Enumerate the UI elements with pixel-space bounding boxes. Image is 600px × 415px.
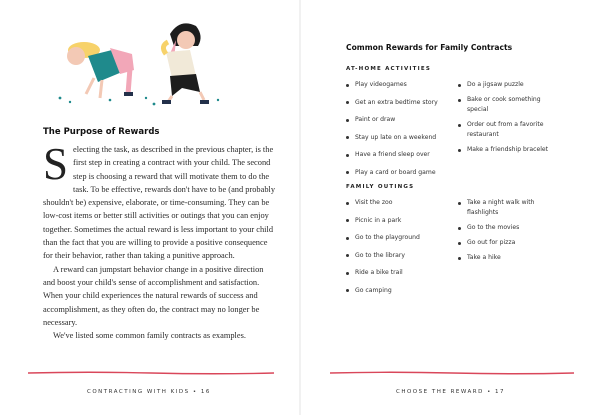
crouching-child-figure	[162, 23, 209, 104]
rewards-title: Common Rewards for Family Contracts	[346, 43, 513, 52]
section-heading: The Purpose of Rewards	[43, 127, 160, 137]
footer-right: CHOOSE THE REWARD • 17	[396, 389, 506, 395]
list-item: Ride a bike trail	[346, 268, 458, 278]
at-home-list-col1	[346, 80, 458, 185]
list-item: Stay up late on a weekend	[346, 133, 458, 143]
paragraph-2: A reward can jumpstart behavior change in a positive direction and boost your child's sense of accomplishment and satisfaction. When your child experiences the natural rewards of success and accomplishment, as they often do, the contract may no longer be necessary.	[43, 264, 264, 327]
list-item: Go to the movies	[458, 223, 558, 233]
outings-list-col1	[346, 198, 458, 303]
footer-rule-right	[330, 370, 574, 376]
at-home-heading: AT-HOME ACTIVITIES	[346, 66, 431, 72]
body-text	[43, 139, 277, 342]
right-page	[300, 0, 600, 415]
list-item: Play a card or board game	[346, 168, 458, 178]
crawling-child-figure	[67, 42, 134, 98]
list-item: Get an extra bedtime story	[346, 98, 458, 108]
list-item: Make a friendship bracelet	[458, 145, 558, 155]
drop-cap: S	[43, 139, 69, 189]
list-item: Go out for pizza	[458, 238, 558, 248]
paragraph-3: We've listed some common family contracts as examples.	[53, 331, 246, 341]
list-item: Order out from a favorite restaurant	[458, 120, 558, 140]
outings-heading: FAMILY OUTINGS	[346, 184, 415, 190]
list-item: Have a friend sleep over	[346, 150, 458, 160]
scattered-dots	[59, 97, 220, 106]
list-item: Play videogames	[346, 80, 458, 90]
list-item: Take a night walk with flashlights	[458, 198, 558, 218]
paragraph-1: Selecting the task, as described in the previous chapter, is the first step in creating a contract with your child. The second step is choosing a reward that will motivate them to do the task. To be effective, rewards don't have to be (and probably shouldn't be) expensive, elaborate, or time-consuming. They can be low-cost items or better still activities or outings that you can enjoy together. Sometimes the actual reward is less important to your child than the fact that you are willing to provide a positive consequence for their behavior, rather than taking a punitive approach.	[43, 139, 276, 261]
list-item: Do a jigsaw puzzle	[458, 80, 558, 90]
list-item: Go camping	[346, 286, 458, 296]
list-item: Go to the playground	[346, 233, 458, 243]
footer-rule-left	[28, 370, 274, 376]
list-item: Picnic in a park	[346, 216, 458, 226]
list-item: Go to the library	[346, 251, 458, 261]
at-home-list-col2	[458, 80, 558, 160]
footer-left: CONTRACTING WITH KIDS • 16	[87, 389, 211, 395]
children-playing-illustration	[50, 12, 225, 107]
list-item: Take a hike	[458, 253, 558, 263]
list-item: Paint or draw	[346, 115, 458, 125]
list-item: Visit the zoo	[346, 198, 458, 208]
list-item: Bake or cook something special	[458, 95, 558, 115]
outings-list-col2	[458, 198, 558, 268]
